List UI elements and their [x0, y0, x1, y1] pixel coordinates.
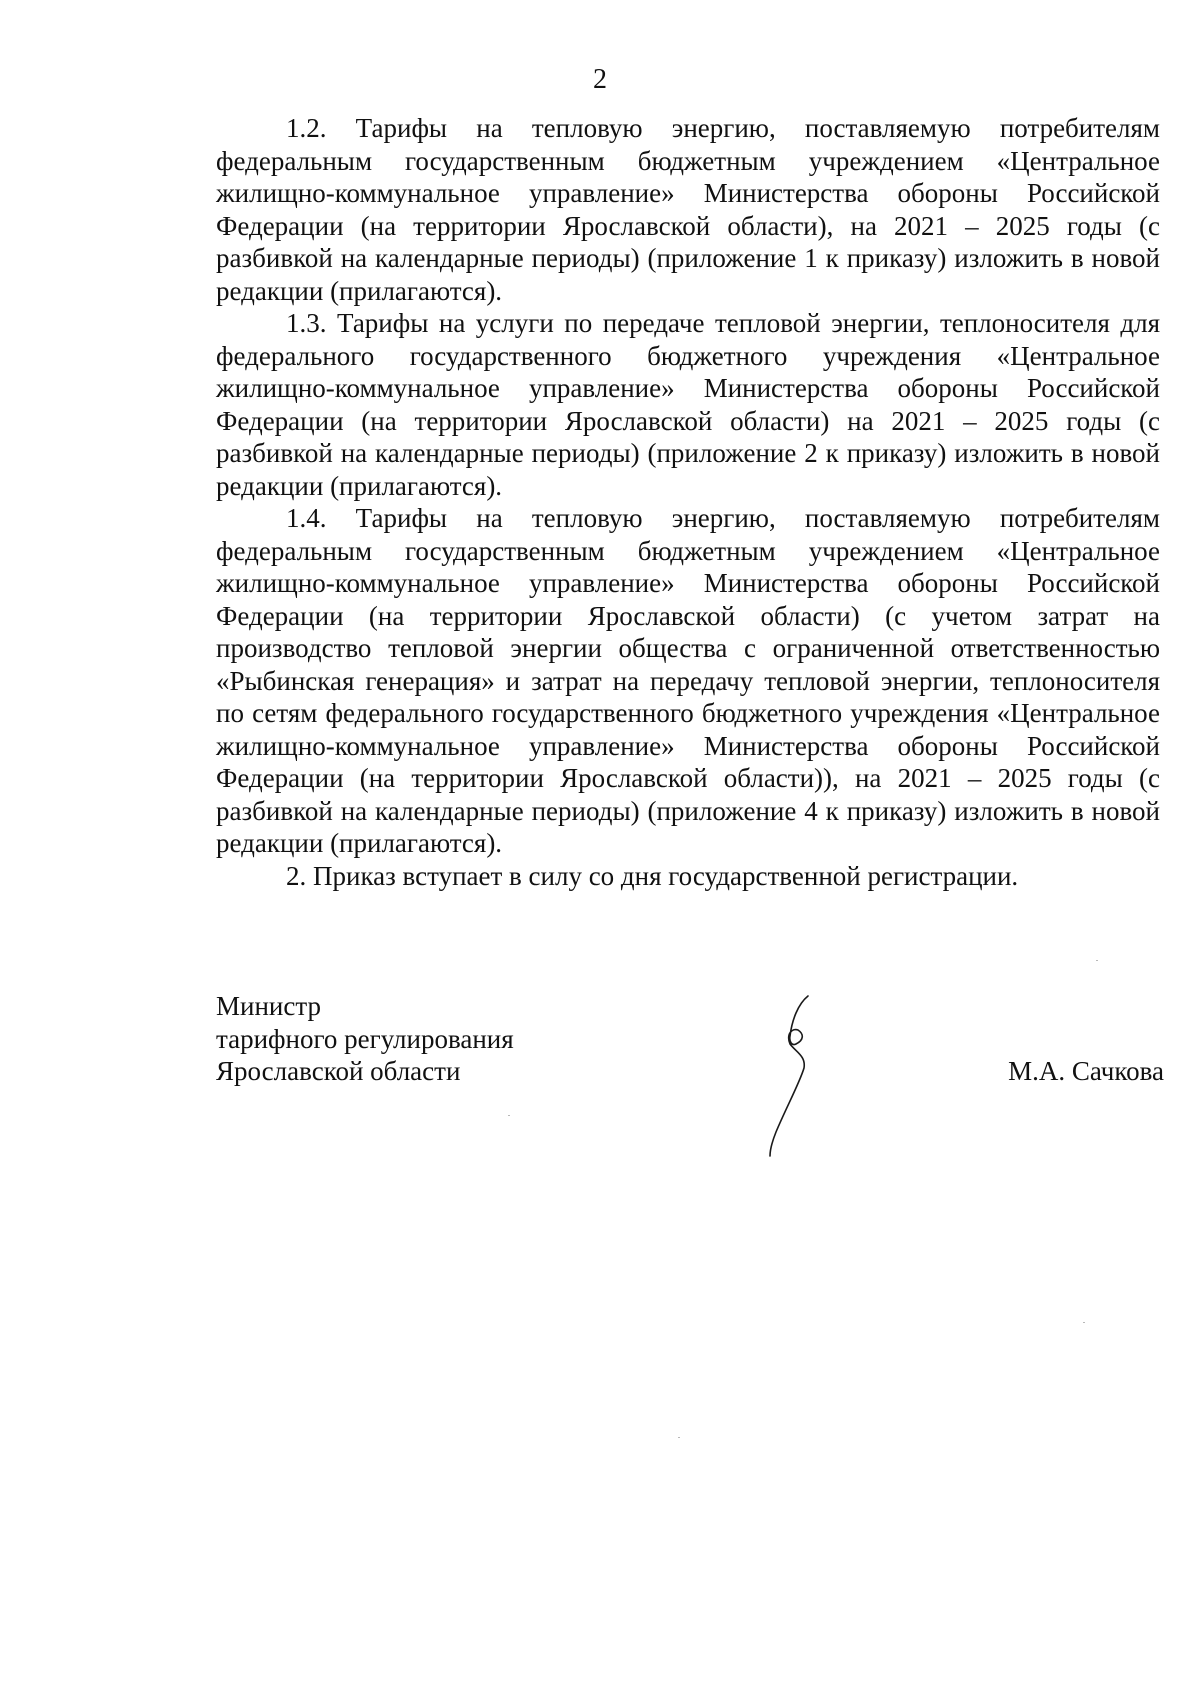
paragraph-1-2: 1.2. Тарифы на тепловую энергию, поставляемую потребителям федеральным государственным бюджетным учреждением «Центральное жилищно-коммунальное управление» Министерства обороны Российской Федерации (на территории Ярославской области), на 2021 – 2025 годы (с разбивкой на календарные периоды) (приложение 1 к приказу) изложить в новой редакции (прилагаются).: [216, 113, 1160, 306]
scan-speck: [508, 1115, 510, 1116]
signature-block: [216, 990, 1164, 1190]
scan-speck: [1096, 960, 1098, 961]
scan-speck: [678, 1437, 680, 1438]
signatory-title-line: Ярославской области: [216, 1056, 461, 1086]
signatory-name: М.А. Сачкова: [1008, 1056, 1164, 1086]
page-number: 2: [593, 64, 607, 95]
handwritten-signature-icon: [756, 990, 846, 1160]
scan-speck: [1083, 1322, 1085, 1323]
paragraph-2: 2. Приказ вступает в силу со дня государственной регистрации.: [286, 860, 1019, 891]
signatory-title: [216, 990, 514, 1088]
document-body: [216, 112, 1160, 892]
paragraph-1-3: 1.3. Тарифы на услуги по передаче тепловой энергии, теплоносителя для федерального государственного бюджетного учреждения «Центральное жилищно-коммунальное управление» Министерства обороны Российской Федерации (на территории Ярославской области) на 2021 – 2025 годы (с разбивкой на календарные периоды) (приложение 2 к приказу) изложить в новой редакции (прилагаются).: [216, 308, 1160, 501]
signatory-title-line: Министр: [216, 991, 321, 1021]
signatory-title-line: тарифного регулирования: [216, 1023, 514, 1054]
paragraph-1-4: 1.4. Тарифы на тепловую энергию, поставляемую потребителям федеральным государственным бюджетным учреждением «Центральное жилищно-коммунальное управление» Министерства обороны Российской Федерации (на территории Ярославской области) (с учетом затрат на производство тепловой энергии общества с ограниченной ответственностью «Рыбинская генерация» и затрат на передачу тепловой энергии, теплоносителя по сетям федерального государственного бюджетного учреждения «Центральное жилищно-коммунальное управление» Министерства обороны Российской Федерации (на территории Ярославской области)), на 2021 – 2025 годы (с разбивкой на календарные периоды) (приложение 4 к приказу) изложить в новой редакции (прилагаются).: [216, 503, 1160, 858]
